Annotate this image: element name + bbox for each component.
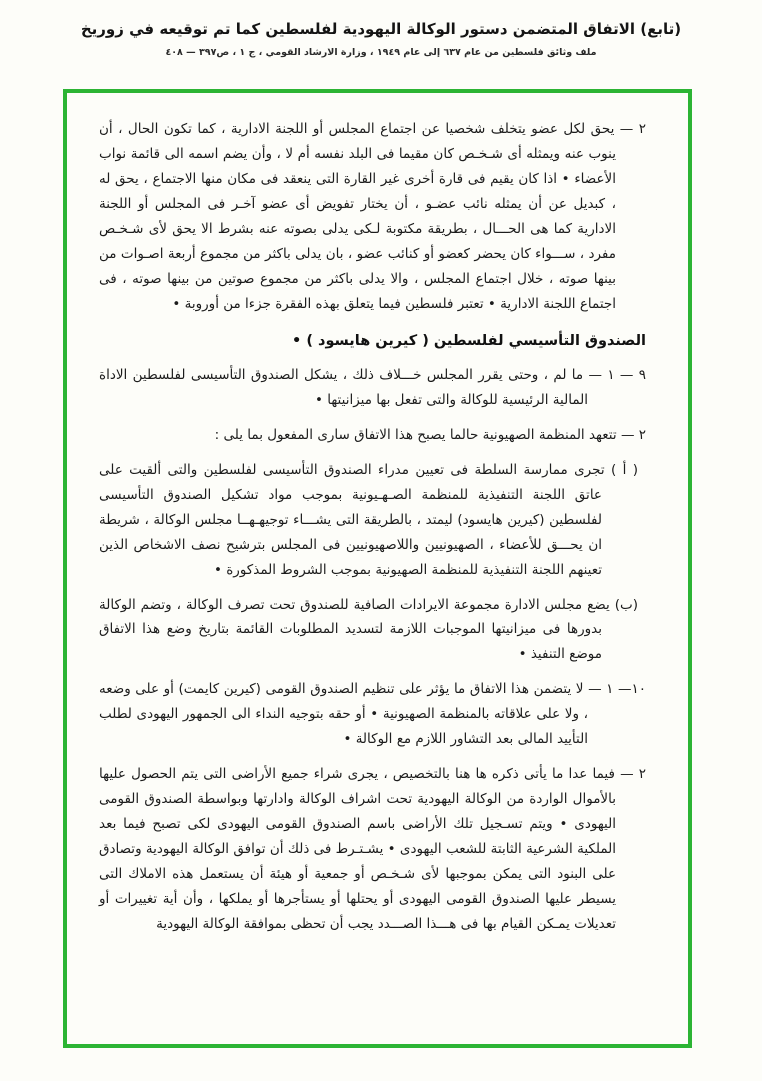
clause-text: فيما عدا ما يأتى ذكره ها هنا بالتخصيص ، يجرى شراء جميع الأراضى التى يتم الحصول عليها بالأموال الواردة من الوكالة اليهودية تحت اشراف الوكالة وادارتها وبواسطة الصندوق القومى اليهودى • ويتم تسـجيل تلك الأراضى باسم الصندوق القومى اليهودى لكى تصبح فيما بعد الملكية الشرعية الثابتة للشعب اليهودى • يشـتـرط فى ذلك أن توافق الوكالة اليهودية وتصادق على البنود التى يمكن بموجبها لأى شـخـص أو جمعية أو هيئة أن يستعمل هذه الاملاك التى يسيطر عليها الصندوق القومى اليهودى أو يحتلها أو يستأجرها أو يملكها ، وأن أية تغييرات أو تعديلات يمـكن القيام بها فى هـــذا الصـــدد يجب أن تحظى بموافقة الوكالة اليهودية [99, 766, 616, 933]
clause-number: ٩ — ١ — [588, 366, 647, 383]
paragraph-clause-10-1 [99, 677, 646, 752]
green-highlight-frame [63, 89, 692, 1048]
subclause-letter: (ب) [614, 596, 638, 613]
clause-text: ما لم ، وحتى يقرر المجلس خـــلاف ذلك ، يشكل الصندوق التأسيسى لفلسطين الاداة المالية الرئيسية للوكالة والتى تفعل بها ميزانيتها • [99, 366, 588, 408]
paragraph-clause-2 [99, 117, 646, 317]
clause-text: لا يتضمن هذا الاتفاق ما يؤثر على تنظيم الصندوق القومى (كيرين كايمت) أو على وضعه ، ولا على علاقاته بالمنظمة الصهيونية • أو حقه بتوجيه النداء الى الجمهور اليهودى لطلب التأييد المالى بعد التشاور اللازم مع الوكالة • [99, 681, 588, 748]
source-citation: ملف وثائق فلسطين من عام ٦٣٧ إلى عام ١٩٤٩ ، وزارة الارشاد القومي ، ج ١ ، ص٣٩٧ — ٤٠٨ [165, 47, 597, 58]
clause-number: ١٠— ١ — [588, 681, 646, 698]
clause-number: ٢ — [619, 121, 646, 137]
paragraph-clause-10-2 [99, 762, 646, 937]
clause-text: يحق لكل عضو يتخلف شخصيا عن اجتماع المجلس أو اللجنة الادارية ، كما تكون الحال ، أن ينوب عنه ويمثله أى شـخـص كان مقيما فى البلد نفسه أم لا ، وأن يضم اسمه الى قائمة نواب الأعضاء • اذا كان يقيم فى قارة أخرى غير القارة التى ينعقد فى مكان منها الاجتماع ، يحق له ، كبديل عن أن يمثله نائب عضـو ، أن يختار تفويض أى عضو آخـر فى المجلس أو اللجنة الادارية كما هى الحـــال ، بطريقة مكتوبة لـكى يدلى بصوته عنه بشرط الا يحق لأى شـخـص مفرد ، ســـواء كان يحضر كعضو أو كنائب عضو ، بان يدلى باكثر من مجموع أربعة اصـوات من بينها صوته ، خلال اجتماع المجلس ، والا يدلى باكثر من مجموع صوتين من بينها صوته ، فى اجتماع اللجنة الادارية • تعتبر فلسطين فيما يتعلق بهذه الفقرة جزءا من أوروبة • [99, 121, 616, 312]
paragraph-clause-9-2 [99, 423, 646, 448]
clause-text: تتعهد المنظمة الصهيونية حالما يصبح هذا الاتفاق سارى المفعول بما يلى : [214, 426, 617, 443]
page-title: (تابع) الاتفاق المتضمن دستور الوكالة اليهودية لفلسطين كما تم توقيعه في زوريخ [80, 20, 682, 38]
subclause-letter: ( أ ) [610, 461, 639, 478]
section-heading-foundation-fund: الصندوق التأسيسي لفلسطين ( كيرين هايسود ) • [292, 332, 646, 349]
document-header [0, 0, 762, 58]
paragraph-subclause-a [99, 458, 638, 583]
subclause-text: تجرى ممارسة السلطة فى تعيين مدراء الصندوق التأسيسى لفلسطين والتى ألقيت على عاتق اللجنة التنفيذية للمنظمة الصـهـيونية بموجب مواد تشكيل الصندوق التأسيسى لفلسطين (كيرين هايسود) ليمتد ، بالطريقة التى يشـــاء توجيهـهــا مجلس الوكالة ، شريطة ان يحـــق للأعضاء ، الصهيونيين واللاصهيونيين فى المجلس بترشيح نصف الاشخاص الذين تعينهم اللجنة التنفيذية للمنظمة الصهيونية بموجب الشروط المذكورة • [99, 461, 605, 578]
clause-number: ٢ — [620, 426, 646, 443]
subclause-text: يضع مجلس الادارة مجموعة الايرادات الصافية للصندوق تحت تصرف الوكالة ، وتضم الوكالة بدورها فى ميزانيتها الموجبات اللازمة لتسديد المطلوبات القائمة بتاريخ وضع هذا الاتفاق موضع التنفيذ • [99, 596, 610, 663]
paragraph-clause-9-1 [99, 363, 646, 413]
paragraph-subclause-b [99, 593, 638, 668]
clause-number: ٢ — [620, 766, 646, 783]
